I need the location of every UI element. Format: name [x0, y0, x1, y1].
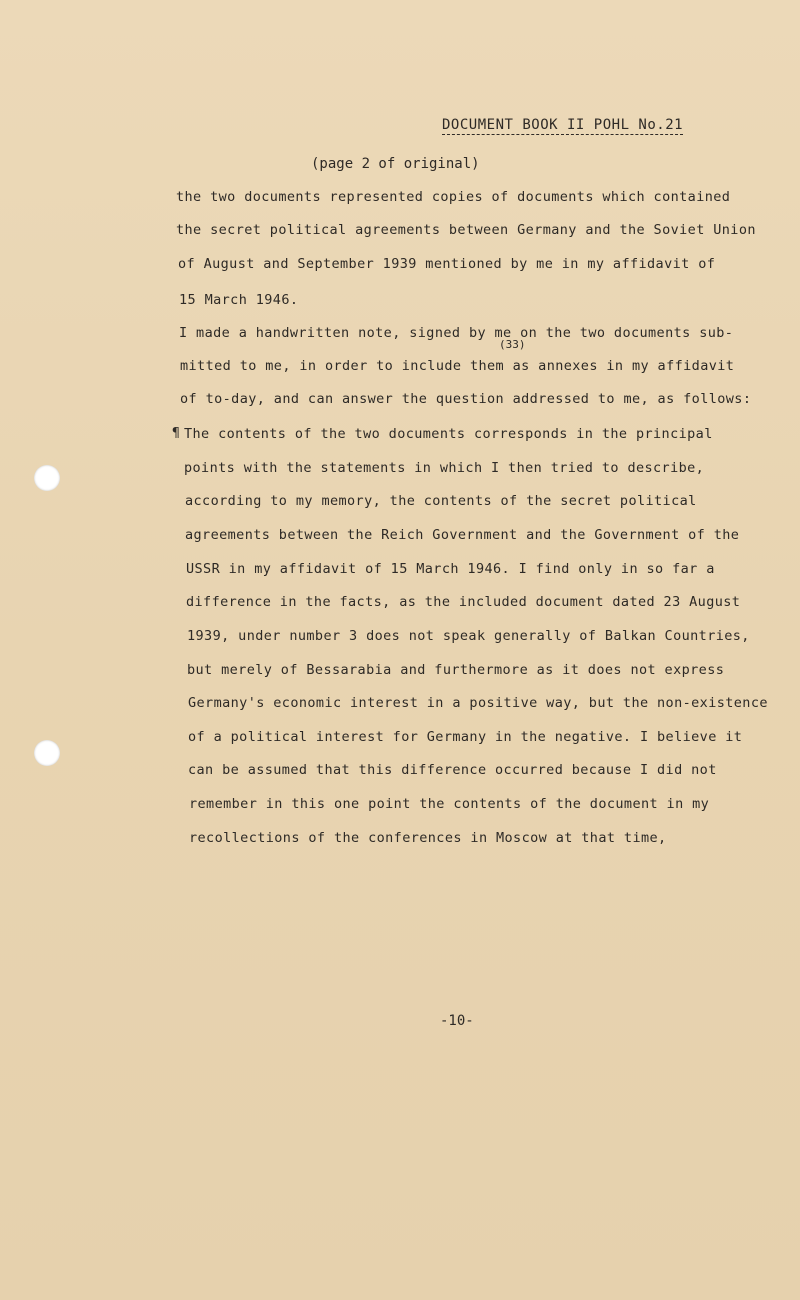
- text-line-11: agreements between the Reich Government and the Government of the: [185, 527, 740, 543]
- text-line-10: according to my memory, the contents of the secret political: [185, 493, 697, 509]
- text-line-20: recollections of the conferences in Moscow at that time,: [189, 830, 667, 846]
- text-line-12: USSR in my affidavit of 15 March 1946. I find only in so far a: [186, 561, 715, 577]
- punch-hole-top: [34, 465, 60, 491]
- paragraph-mark: ¶: [172, 426, 180, 441]
- text-line-8: The contents of the two documents corresponds in the principal: [184, 426, 713, 442]
- text-line-3: of August and September 1939 mentioned by me in my affidavit of: [178, 256, 716, 272]
- punch-hole-bottom: [34, 740, 60, 766]
- text-line-18: can be assumed that this difference occurred because I did not: [188, 762, 717, 778]
- text-line-2: the secret political agreements between Germany and the Soviet Union: [176, 222, 756, 238]
- text-line-13: difference in the facts, as the included document dated 23 August: [186, 594, 741, 610]
- text-line-4: 15 March 1946.: [179, 292, 299, 308]
- text-line-17: of a political interest for Germany in the negative. I believe it: [188, 729, 743, 745]
- document-header: DOCUMENT BOOK II POHL No.21: [442, 117, 684, 133]
- text-line-14: 1939, under number 3 does not speak generally of Balkan Countries,: [187, 628, 750, 644]
- page-number: -10-: [440, 1013, 474, 1029]
- text-line-1: the two documents represented copies of documents which contained: [176, 189, 731, 205]
- text-line-19: remember in this one point the contents of the document in my: [189, 796, 710, 812]
- text-line-6: mitted to me, in order to include them as annexes in my affidavit: [180, 358, 735, 374]
- margin-annotation: (33): [499, 338, 526, 351]
- text-line-15: but merely of Bessarabia and furthermore as it does not express: [187, 662, 725, 678]
- text-line-5: I made a handwritten note, signed by me on the two documents sub-: [179, 325, 734, 341]
- text-line-16: Germany's economic interest in a positive way, but the non-existence: [188, 695, 768, 711]
- page-subheader: (page 2 of original): [311, 156, 480, 172]
- text-line-7: of to-day, and can answer the question addressed to me, as follows:: [180, 391, 752, 407]
- text-line-9: points with the statements in which I then tried to describe,: [184, 460, 705, 476]
